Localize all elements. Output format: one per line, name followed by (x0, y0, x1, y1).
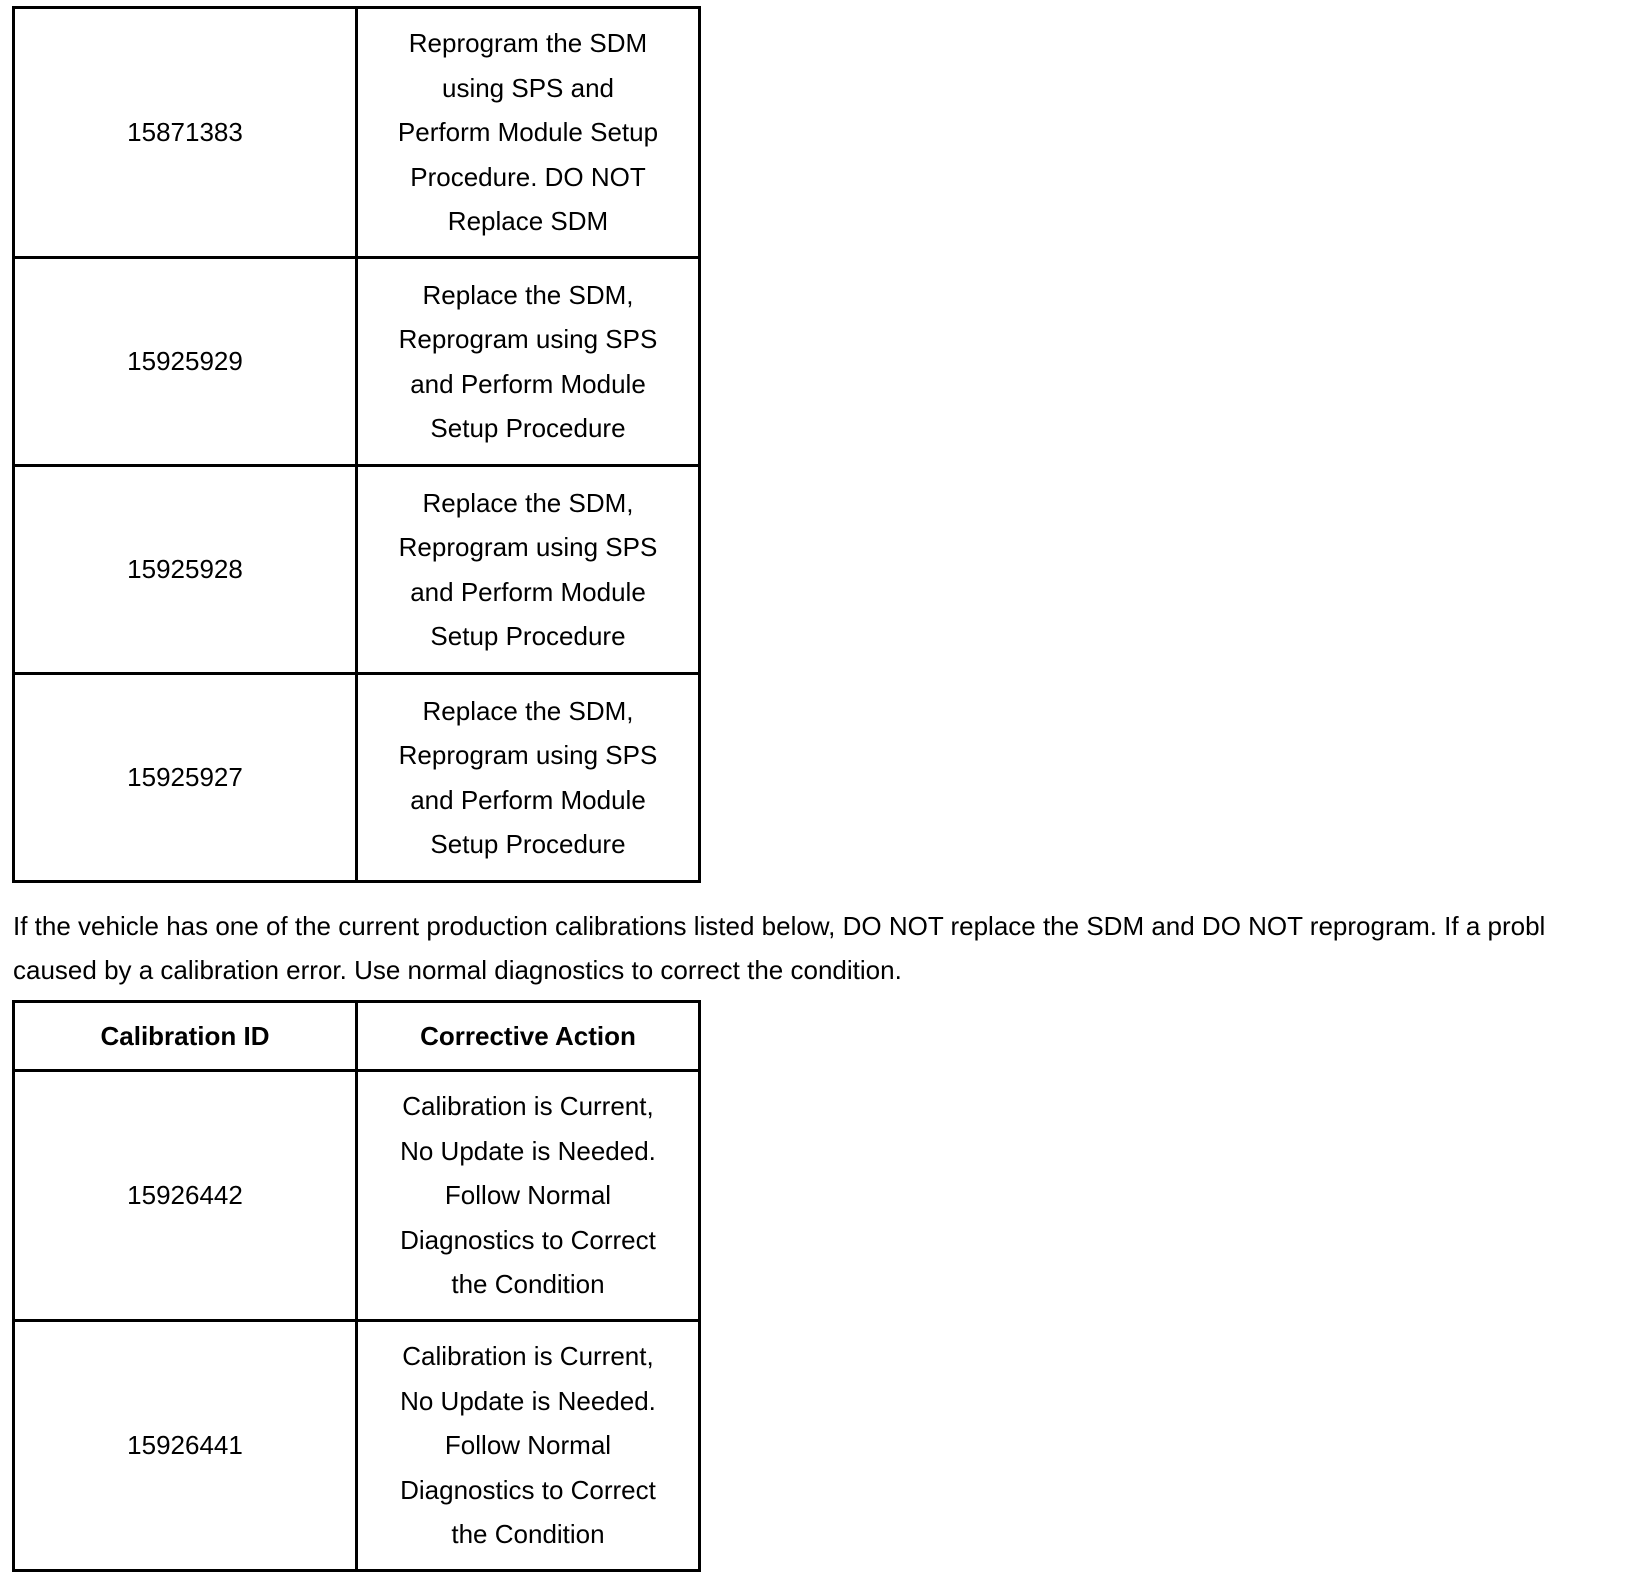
current-calibration-table (12, 1000, 701, 1572)
table-row (14, 674, 700, 882)
corrective-action-cell: Calibration is Current, No Update is Needed. Follow Normal Diagnostics to Correct the Condition (357, 1321, 700, 1571)
corrective-action-cell: Reprogram the SDM using SPS and Perform Module Setup Procedure. DO NOT Replace SDM (357, 8, 700, 258)
corrective-action-cell: Replace the SDM, Reprogram using SPS and Perform Module Setup Procedure (357, 466, 700, 674)
note-line: If the vehicle has one of the current production calibrations listed below, DO NOT replace the SDM and DO NOT reprogram. If a probl (13, 911, 1546, 941)
current-calibration-note (13, 904, 1648, 992)
calibration-id-cell: 15926441 (14, 1321, 357, 1571)
corrective-action-cell: Calibration is Current, No Update is Needed. Follow Normal Diagnostics to Correct the Condition (357, 1071, 700, 1321)
column-header-corrective-action: Corrective Action (357, 1002, 700, 1071)
table-row (14, 1321, 700, 1571)
table-row (14, 466, 700, 674)
table-row (14, 258, 700, 466)
column-header-calibration-id: Calibration ID (14, 1002, 357, 1071)
table-row (14, 1071, 700, 1321)
table-row (14, 8, 700, 258)
calibration-id-cell: 15925928 (14, 466, 357, 674)
corrective-action-cell: Replace the SDM, Reprogram using SPS and Perform Module Setup Procedure (357, 674, 700, 882)
calibration-id-cell: 15925929 (14, 258, 357, 466)
calibration-id-cell: 15925927 (14, 674, 357, 882)
corrective-action-cell: Replace the SDM, Reprogram using SPS and Perform Module Setup Procedure (357, 258, 700, 466)
calibration-id-cell: 15871383 (14, 8, 357, 258)
note-line: caused by a calibration error. Use normal diagnostics to correct the condition. (13, 955, 902, 985)
calibration-id-cell: 15926442 (14, 1071, 357, 1321)
table-header-row (14, 1002, 700, 1071)
reprogram-calibration-table (12, 6, 701, 883)
